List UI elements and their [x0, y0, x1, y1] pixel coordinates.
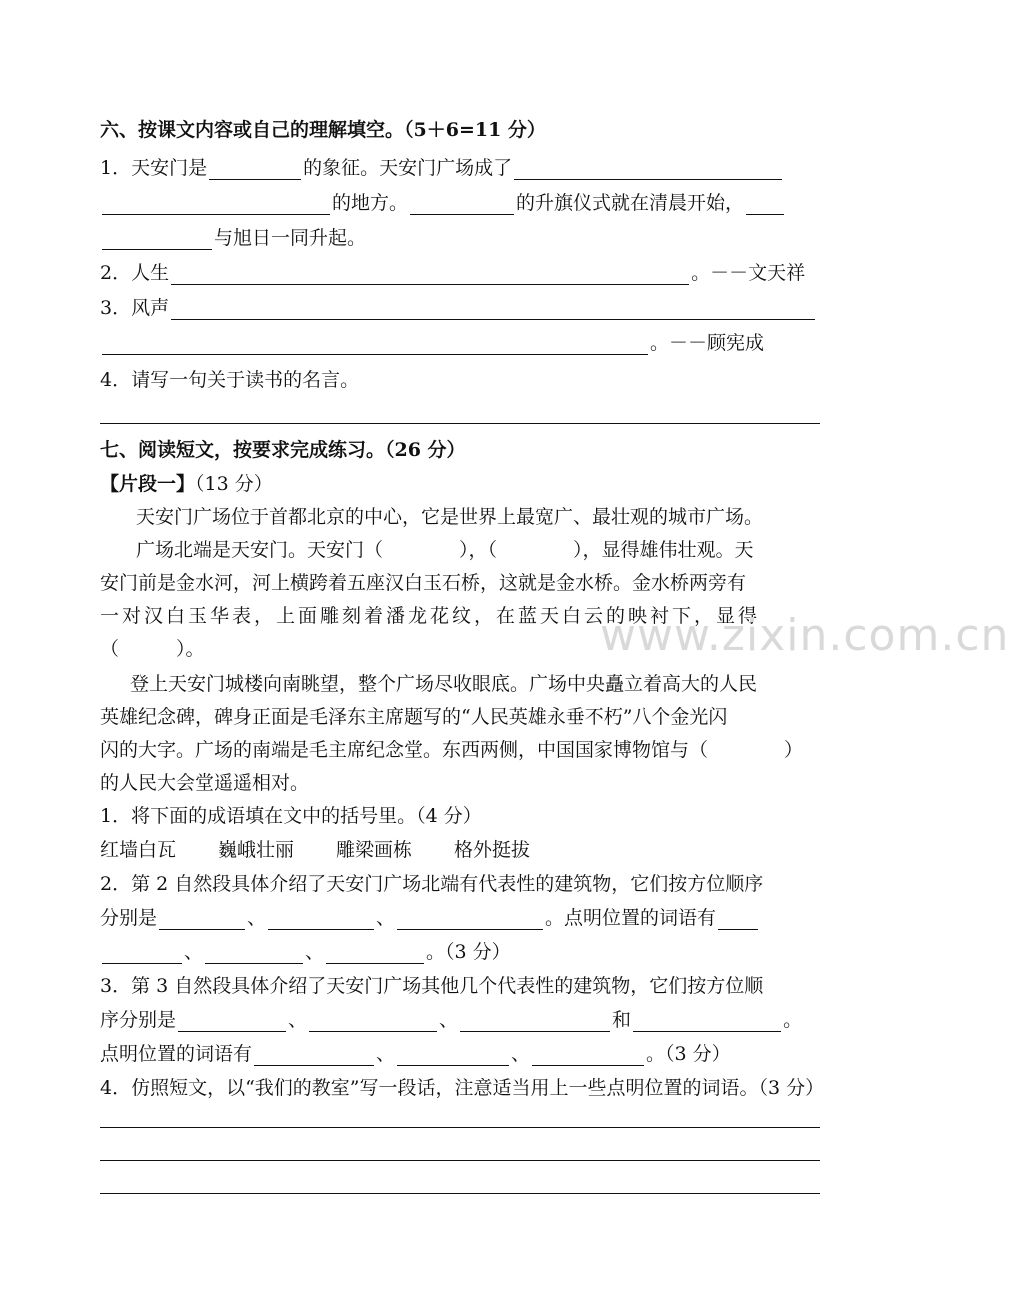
s7-q2-line1: 2．第 2 自然段具体介绍了天安门广场北端有代表性的建筑物，它们按方位顺序 [100, 873, 764, 895]
s6-q1-text-c: 的地方。 [332, 192, 409, 214]
s7-q3-blank-6[interactable] [397, 1045, 509, 1066]
idiom-1: 红墙白瓦 [100, 839, 177, 861]
s7-q4-answer-line-3[interactable] [100, 1193, 820, 1194]
s7-q4-answer-line-1[interactable] [100, 1127, 820, 1128]
s6-q1-blank-2[interactable] [514, 159, 782, 180]
s7-q2-text-b: 。点明位置的词语有 [545, 907, 717, 929]
fragment-label-line [100, 472, 273, 496]
s7-q2-text-a: 分别是 [100, 907, 158, 929]
s6-q2-blank[interactable] [171, 264, 689, 285]
s7-q3-period: 。 [783, 1009, 803, 1031]
s7-q3-text-c: 点明位置的词语有 [100, 1043, 253, 1065]
s6-q1-line3 [100, 226, 366, 250]
s7-q3-text-b: 和 [612, 1009, 632, 1031]
s6-q3-text-a: 3．风声 [100, 297, 170, 319]
fragment-score: （13 分） [195, 473, 273, 495]
passage-para2-l4: （ ）。 [100, 638, 205, 660]
passage-para3-l4: 的人民大会堂遥遥相对。 [100, 772, 310, 794]
s6-q3-line1 [100, 296, 817, 320]
s6-q3-text-b: 。－－顾宪成 [650, 332, 765, 354]
s7-q1-text: 1．将下面的成语填在文中的括号里。（4 分） [100, 805, 482, 827]
s7-q3-blank-3[interactable] [460, 1011, 610, 1032]
s7-q3-line1: 3．第 3 自然段具体介绍了天安门广场其他几个代表性的建筑物，它们按方位顺 [100, 975, 764, 997]
passage-para2-l2: 安门前是金水河，河上横跨着五座汉白玉石桥，这就是金水桥。金水桥两旁有 [100, 572, 747, 594]
s7-q3-blank-2[interactable] [309, 1011, 437, 1032]
s7-q2-line2 [100, 906, 760, 930]
s7-q4-answer-line-2[interactable] [100, 1160, 820, 1161]
s6-q2-text-a: 2．人生 [100, 262, 170, 284]
passage-para1: 天安门广场位于首都北京的中心，它是世界上最宽广、最壮观的城市广场。 [136, 506, 764, 528]
s7-q2-blank-5[interactable] [205, 943, 303, 964]
passage-para2-l3: 一对汉白玉华表，上面雕刻着潘龙花纹，在蓝天白云的映衬下，显得 [100, 605, 761, 627]
s7-q2-sep-4: 、 [305, 941, 325, 963]
s7-q2-blank-3[interactable] [397, 909, 543, 930]
idiom-3: 雕梁画栋 [336, 839, 413, 861]
idiom-list [100, 838, 530, 862]
s6-q1-line2 [100, 191, 786, 215]
section7-heading: 七、阅读短文，按要求完成练习。（26 分） [100, 439, 466, 461]
s7-q2-line3 [100, 940, 511, 964]
passage-para3-l3: 闪的大字。广场的南端是毛主席纪念堂。东西两侧，中国国家博物馆与（ ） [100, 739, 804, 761]
s7-q2-blank-4[interactable] [718, 909, 758, 930]
fragment-label: 【片段一】 [100, 473, 196, 495]
s6-q1-blank-4b[interactable] [102, 229, 212, 250]
s6-q1-blank-1[interactable] [209, 159, 301, 180]
s7-q3-text-a: 序分别是 [100, 1009, 177, 1031]
s7-q3-sep-2: 、 [439, 1009, 459, 1031]
s6-q3-line2 [100, 331, 764, 355]
passage-para3-l1: 登上天安门城楼向南眺望，整个广场尽收眼底。广场中央矗立着高大的人民 [130, 673, 758, 695]
s6-q2-text-b: 。－－文天祥 [691, 262, 806, 284]
idiom-2: 巍峨壮丽 [218, 839, 295, 861]
idiom-4: 格外挺拔 [454, 839, 531, 861]
s6-q1-blank-3[interactable] [410, 194, 514, 215]
s6-q3-blank-1[interactable] [171, 299, 815, 320]
s6-q3-blank-2[interactable] [102, 334, 648, 355]
s7-q2-blank-6[interactable] [326, 943, 424, 964]
s7-q3-sep-4: 、 [511, 1043, 531, 1065]
s7-q2-sep-3: 、 [184, 941, 204, 963]
watermark: www.zixin.com.cn [600, 610, 1009, 661]
s6-q4-text: 4．请写一句关于读书的名言。 [100, 369, 360, 391]
s6-q1-blank-2b[interactable] [102, 194, 330, 215]
section6-heading: 六、按课文内容或自己的理解填空。（5＋6=11 分） [100, 119, 546, 141]
s7-q3-blank-5[interactable] [254, 1045, 374, 1066]
s7-q3-text-d: 。（3 分） [646, 1043, 731, 1065]
s7-q3-sep-3: 、 [376, 1043, 396, 1065]
s6-q1-text-b: 的象征。天安门广场成了 [303, 157, 513, 179]
s7-q3-line2 [100, 1008, 802, 1032]
s7-q2-blank-4b[interactable] [102, 943, 182, 964]
s6-q2-line [100, 261, 805, 285]
s7-q2-blank-1[interactable] [159, 909, 245, 930]
passage-para3-l2: 英雄纪念碑，碑身正面是毛泽东主席题写的“人民英雄永垂不朽”八个金光闪 [100, 706, 728, 728]
s6-q1-blank-4[interactable] [746, 194, 784, 215]
s7-q3-sep-1: 、 [288, 1009, 308, 1031]
s7-q3-blank-1[interactable] [178, 1011, 286, 1032]
s7-q4-text: 4．仿照短文，以“我们的教室”写一段话，注意适当用上一些点明位置的词语。（3 分） [100, 1077, 825, 1099]
s6-q1-line1 [100, 156, 784, 180]
s7-q2-text-c: 。（3 分） [426, 941, 511, 963]
s7-q2-sep-2: 、 [376, 907, 396, 929]
s7-q3-blank-4[interactable] [633, 1011, 781, 1032]
s6-q4-answer-line[interactable] [100, 423, 820, 424]
s6-q1-text-d: 的升旗仪式就在清晨开始， [516, 192, 745, 214]
s7-q2-blank-2[interactable] [268, 909, 374, 930]
passage-para2-l1: 广场北端是天安门。天安门（ ），（ ），显得雄伟壮观。天 [136, 539, 754, 561]
s7-q3-blank-7[interactable] [532, 1045, 644, 1066]
s6-q1-text-e: 与旭日一同升起。 [214, 227, 367, 249]
s7-q3-line3 [100, 1042, 731, 1066]
s7-q2-sep-1: 、 [247, 907, 267, 929]
s6-q1-text-a: 1．天安门是 [100, 157, 208, 179]
